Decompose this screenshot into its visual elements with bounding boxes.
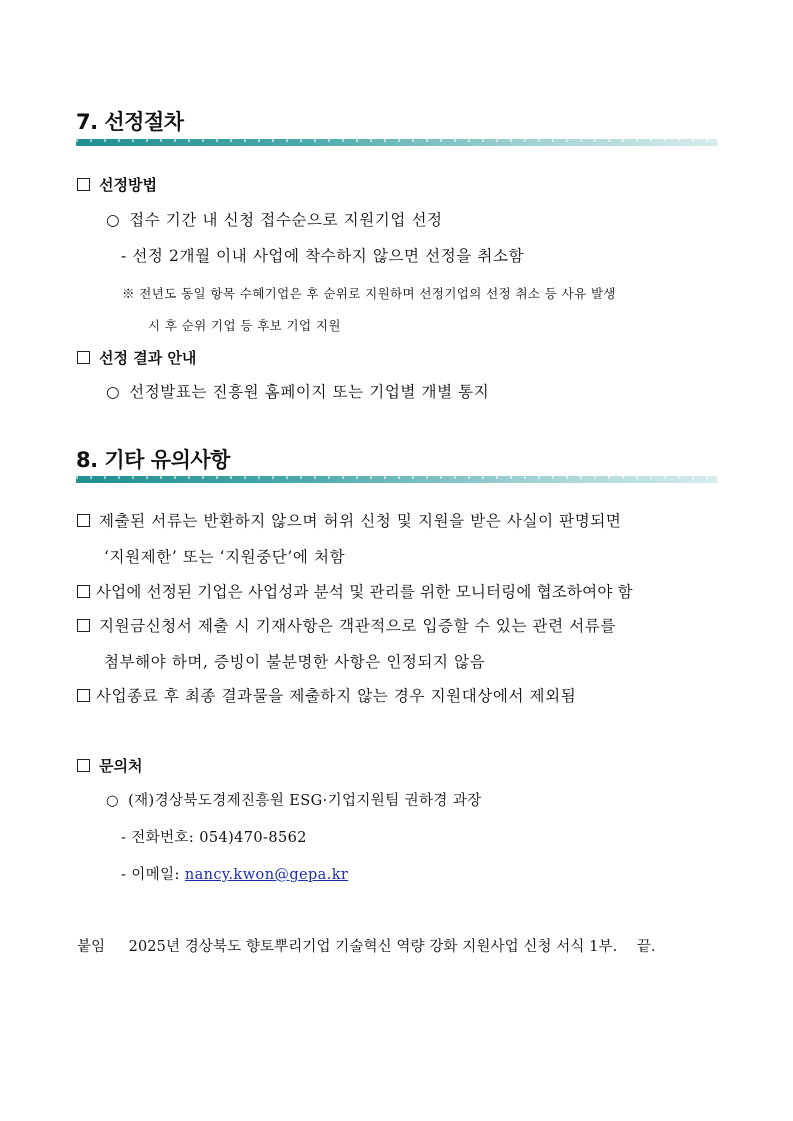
selection-cancel-note: - 선정 2개월 이내 사업에 착수하지 않으면 선정을 취소함 — [121, 247, 525, 265]
checkbox-icon — [77, 759, 90, 772]
section-8-title: 8. 기타 유의사항 — [76, 448, 230, 472]
notice-item-2: 사업에 선정된 기업은 사업성과 분석 및 관리를 위한 모니터링에 협조하여야 함 — [77, 580, 633, 602]
section-7-divider — [76, 139, 717, 146]
notice-item-4: 사업종료 후 최종 결과물을 제출하지 않는 경우 지원대상에서 제외됨 — [77, 684, 576, 706]
checkbox-icon — [77, 514, 90, 527]
notice-item-3: 지원금신청서 제출 시 기재사항은 객관적으로 입증할 수 있는 관련 서류를 — [77, 614, 616, 636]
phone-number: 054)470-8562 — [199, 830, 307, 846]
notice-item-3-cont: 첨부해야 하며, 증빙이 불분명한 사항은 인정되지 않음 — [104, 653, 486, 671]
selection-result-heading: 선정 결과 안내 — [77, 347, 196, 368]
circle-bullet-icon: ○ — [106, 211, 121, 229]
contact-email-row — [121, 863, 348, 884]
circle-bullet-icon: ○ — [106, 793, 120, 809]
attachment-text: 2025년 경상북도 향토뿌리기업 기술혁신 역량 강화 지원사업 신청 서식 1부. — [128, 939, 618, 955]
checkbox-icon — [77, 178, 90, 191]
selection-method-item: ○ 접수 기간 내 신청 접수순으로 지원기업 선정 — [106, 211, 443, 229]
checkbox-icon — [77, 619, 90, 632]
email-link[interactable]: nancy.kwon@gepa.kr — [184, 867, 349, 883]
checkbox-icon — [77, 351, 90, 364]
email-label: - 이메일: — [121, 867, 180, 883]
contact-heading: 문의처 — [77, 755, 142, 776]
contact-org: ○ (재)경상북도경제진흥원 ESG·기업지원팀 권하경 과장 — [106, 793, 482, 809]
checkbox-icon — [77, 585, 90, 598]
circle-bullet-icon: ○ — [106, 383, 121, 401]
selection-method-heading: 선정방법 — [77, 174, 157, 195]
checkbox-icon — [77, 689, 90, 702]
priority-note-line2: 시 후 순위 기업 등 후보 기업 지원 — [148, 318, 341, 333]
section-7-title: 7. 선정절차 — [76, 110, 184, 134]
selection-result-item: ○ 선정발표는 진흥원 홈페이지 또는 기업별 개별 통지 — [106, 383, 490, 401]
section-8-divider — [76, 476, 717, 483]
end-mark: 끝. — [636, 939, 656, 955]
notice-item-1: 제출된 서류는 반환하지 않으며 허위 신청 및 지원을 받은 사실이 판명되면 — [77, 509, 621, 531]
phone-label: - 전화번호: — [121, 830, 195, 846]
priority-note-line1: ※ 전년도 동일 항목 수혜기업은 후 순위로 지원하며 선정기업의 선정 취소 등 사유 발생 — [122, 286, 616, 301]
attachment-label: 붙임 — [77, 939, 106, 955]
contact-phone-row — [121, 826, 307, 847]
attachment-line — [77, 935, 656, 956]
notice-item-1-cont: ‘지원제한’ 또는 ‘지원중단’에 처함 — [104, 548, 346, 566]
